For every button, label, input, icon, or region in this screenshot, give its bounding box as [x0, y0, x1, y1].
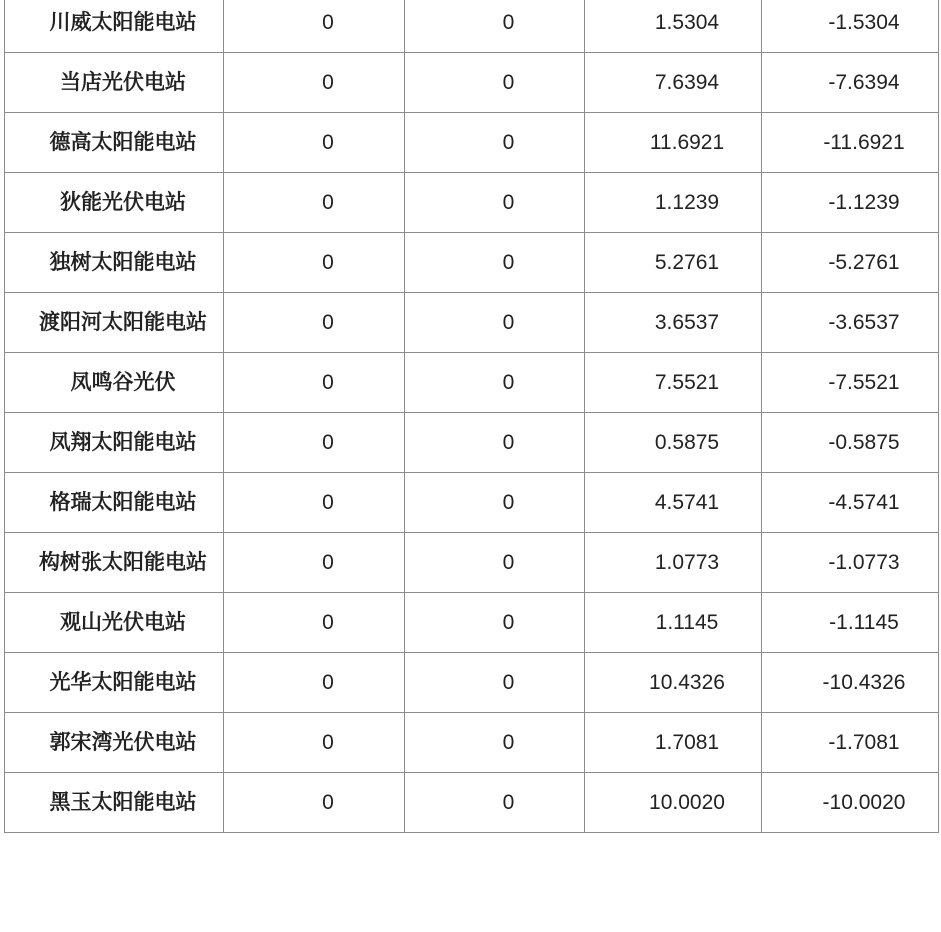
- value-cell-3: 4.5741: [585, 473, 762, 533]
- value-cell-2: 0: [405, 173, 585, 233]
- table-row: [5, 0, 939, 53]
- value-cell-3: 1.1145: [585, 593, 762, 653]
- value-cell-1: 0: [224, 713, 405, 773]
- table-row: [5, 713, 939, 773]
- value-cell-1: 0: [224, 293, 405, 353]
- value-cell-2: 0: [405, 113, 585, 173]
- station-name-cell: 格瑞太阳能电站: [5, 473, 224, 533]
- station-name-cell: 郭宋湾光伏电站: [5, 713, 224, 773]
- value-cell-1: 0: [224, 653, 405, 713]
- value-cell-2: 0: [405, 353, 585, 413]
- value-cell-4: -7.6394: [762, 53, 939, 113]
- value-cell-3: 1.5304: [585, 0, 762, 53]
- value-cell-3: 1.0773: [585, 533, 762, 593]
- station-name-cell: 光华太阳能电站: [5, 653, 224, 713]
- value-cell-3: 1.1239: [585, 173, 762, 233]
- value-cell-3: 7.6394: [585, 53, 762, 113]
- station-name-cell: 独树太阳能电站: [5, 233, 224, 293]
- value-cell-1: 0: [224, 533, 405, 593]
- value-cell-4: -11.6921: [762, 113, 939, 173]
- value-cell-4: -1.0773: [762, 533, 939, 593]
- station-table: [4, 0, 939, 833]
- value-cell-3: 5.2761: [585, 233, 762, 293]
- table-row: [5, 113, 939, 173]
- station-name-cell: 德高太阳能电站: [5, 113, 224, 173]
- table-row: [5, 293, 939, 353]
- value-cell-4: -10.4326: [762, 653, 939, 713]
- value-cell-4: -0.5875: [762, 413, 939, 473]
- value-cell-2: 0: [405, 53, 585, 113]
- value-cell-1: 0: [224, 593, 405, 653]
- value-cell-2: 0: [405, 293, 585, 353]
- table-row: [5, 533, 939, 593]
- value-cell-3: 10.0020: [585, 773, 762, 833]
- table-row: [5, 593, 939, 653]
- value-cell-4: -4.5741: [762, 473, 939, 533]
- value-cell-1: 0: [224, 233, 405, 293]
- value-cell-2: 0: [405, 533, 585, 593]
- value-cell-2: 0: [405, 713, 585, 773]
- value-cell-3: 11.6921: [585, 113, 762, 173]
- station-name-cell: 渡阳河太阳能电站: [5, 293, 224, 353]
- station-name-cell: 构树张太阳能电站: [5, 533, 224, 593]
- value-cell-3: 10.4326: [585, 653, 762, 713]
- value-cell-1: 0: [224, 173, 405, 233]
- station-name-cell: 狄能光伏电站: [5, 173, 224, 233]
- value-cell-1: 0: [224, 773, 405, 833]
- station-name-cell: 黑玉太阳能电站: [5, 773, 224, 833]
- value-cell-2: 0: [405, 593, 585, 653]
- value-cell-1: 0: [224, 473, 405, 533]
- table-row: [5, 473, 939, 533]
- table-row: [5, 173, 939, 233]
- table-row: [5, 413, 939, 473]
- value-cell-3: 3.6537: [585, 293, 762, 353]
- value-cell-1: 0: [224, 353, 405, 413]
- station-name-cell: 川威太阳能电站: [5, 0, 224, 53]
- value-cell-4: -1.5304: [762, 0, 939, 53]
- value-cell-1: 0: [224, 53, 405, 113]
- table-row: [5, 353, 939, 413]
- station-table-body: [5, 0, 939, 833]
- value-cell-3: 7.5521: [585, 353, 762, 413]
- value-cell-4: -1.1145: [762, 593, 939, 653]
- value-cell-2: 0: [405, 233, 585, 293]
- value-cell-4: -1.1239: [762, 173, 939, 233]
- value-cell-1: 0: [224, 413, 405, 473]
- value-cell-1: 0: [224, 113, 405, 173]
- value-cell-4: -3.6537: [762, 293, 939, 353]
- value-cell-4: -1.7081: [762, 713, 939, 773]
- table-row: [5, 653, 939, 713]
- station-name-cell: 当店光伏电站: [5, 53, 224, 113]
- station-name-cell: 凤鸣谷光伏: [5, 353, 224, 413]
- table-row: [5, 53, 939, 113]
- value-cell-4: -10.0020: [762, 773, 939, 833]
- value-cell-2: 0: [405, 413, 585, 473]
- value-cell-2: 0: [405, 473, 585, 533]
- value-cell-2: 0: [405, 653, 585, 713]
- station-name-cell: 凤翔太阳能电站: [5, 413, 224, 473]
- value-cell-1: 0: [224, 0, 405, 53]
- table-row: [5, 233, 939, 293]
- value-cell-2: 0: [405, 773, 585, 833]
- data-table-container: [4, 0, 939, 833]
- value-cell-3: 0.5875: [585, 413, 762, 473]
- station-name-cell: 观山光伏电站: [5, 593, 224, 653]
- value-cell-2: 0: [405, 0, 585, 53]
- value-cell-3: 1.7081: [585, 713, 762, 773]
- value-cell-4: -5.2761: [762, 233, 939, 293]
- value-cell-4: -7.5521: [762, 353, 939, 413]
- table-row: [5, 773, 939, 833]
